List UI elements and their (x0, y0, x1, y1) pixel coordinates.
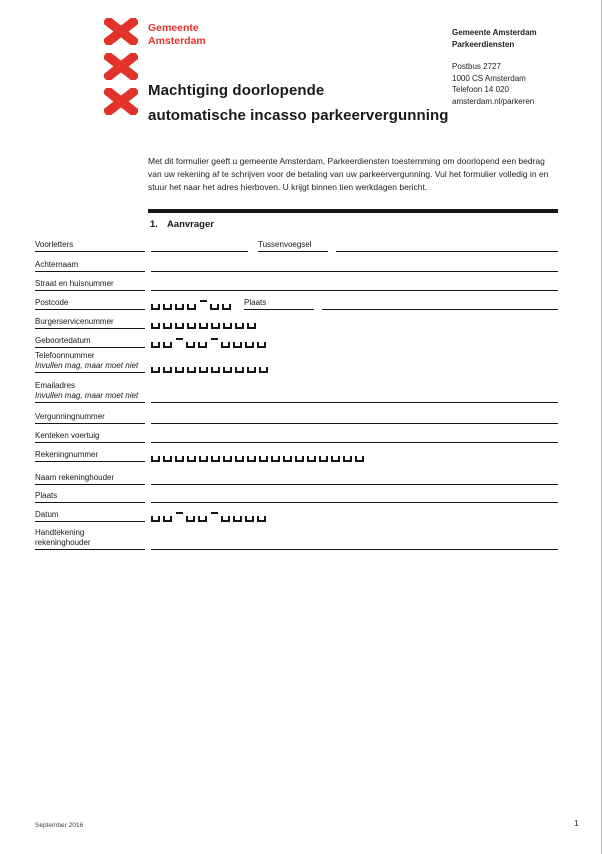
character-box[interactable] (211, 456, 220, 462)
input-line[interactable] (151, 442, 558, 443)
field-input-area (151, 456, 558, 462)
form-row (35, 252, 558, 272)
character-boxes[interactable] (151, 456, 367, 462)
field-label (35, 491, 145, 504)
field-mid-label: Plaats (244, 298, 314, 311)
dash-separator (176, 512, 183, 522)
dash-separator (200, 300, 207, 310)
form-row (35, 485, 558, 503)
field-label (35, 431, 145, 444)
character-box[interactable] (199, 323, 208, 329)
page-edge-line (601, 0, 602, 854)
field-label-text: Rekeningnummer (35, 449, 99, 459)
character-box[interactable] (257, 342, 266, 348)
form-row (35, 462, 558, 485)
field-label-text: Kenteken voertuig (35, 430, 100, 440)
field-input-area (151, 290, 558, 291)
footer-date: September 2016 (35, 822, 84, 829)
field-input-area (151, 442, 558, 443)
character-box[interactable] (151, 342, 160, 348)
character-boxes[interactable] (151, 300, 234, 310)
character-box[interactable] (343, 456, 352, 462)
character-box[interactable] (187, 304, 196, 310)
character-box[interactable] (283, 456, 292, 462)
character-box[interactable] (175, 323, 184, 329)
field-label (35, 473, 145, 486)
field-label-text: Geboortedatum (35, 335, 91, 345)
field-label-text: Vergunningnummer (35, 411, 105, 421)
character-box[interactable] (211, 367, 220, 373)
input-line[interactable] (322, 309, 558, 310)
form-row (35, 272, 558, 291)
character-box[interactable] (245, 342, 254, 348)
character-boxes[interactable] (151, 512, 269, 522)
character-box[interactable] (198, 516, 207, 522)
field-label (35, 510, 145, 523)
field-input-area (151, 402, 558, 403)
character-box[interactable] (187, 323, 196, 329)
field-label (35, 450, 145, 463)
character-box[interactable] (186, 516, 195, 522)
character-box[interactable] (163, 304, 172, 310)
field-label (35, 412, 145, 425)
input-line[interactable] (151, 549, 558, 550)
field-label (35, 317, 145, 330)
character-box[interactable] (222, 304, 231, 310)
field-label-text: Postcode (35, 297, 69, 307)
character-box[interactable] (175, 304, 184, 310)
character-box[interactable] (247, 456, 256, 462)
address-postbox: Postbus 2727 (452, 62, 501, 71)
address-org-name: Gemeente Amsterdam (452, 28, 537, 37)
form-row (35, 443, 558, 462)
character-box[interactable] (187, 456, 196, 462)
field-label-text: Datum (35, 509, 59, 519)
section-title-text: Aanvrager (166, 219, 214, 230)
amsterdam-cross-icon (104, 88, 138, 115)
character-box[interactable] (295, 456, 304, 462)
character-box[interactable] (233, 516, 242, 522)
character-box[interactable] (307, 456, 316, 462)
character-box[interactable] (163, 516, 172, 522)
character-box[interactable] (151, 516, 160, 522)
character-box[interactable] (245, 516, 254, 522)
form-row (35, 424, 558, 443)
field-label-text: Straat en huisnummer (35, 278, 114, 288)
field-input-area (151, 338, 558, 348)
field-sublabel-text: Invullen mag, maar moet niet (35, 360, 139, 370)
character-box[interactable] (175, 367, 184, 373)
character-box[interactable] (163, 456, 172, 462)
input-line[interactable] (151, 271, 558, 272)
input-line[interactable] (151, 423, 558, 424)
character-boxes[interactable] (151, 367, 271, 373)
field-label (35, 351, 145, 373)
field-label (35, 298, 145, 311)
field-sublabel-text: rekeninghouder (35, 537, 91, 547)
dash-separator (211, 512, 218, 522)
document-title-line2: automatische incasso parkeervergunning (148, 107, 449, 124)
field-label-text: Naam rekeninghouder (35, 472, 115, 482)
field-label (35, 279, 145, 292)
logo-wordmark-line1: Gemeente (148, 22, 199, 34)
section-title (150, 219, 214, 230)
intro-paragraph: Met dit formulier geeft u gemeente Amsterdam, Parkeerdiensten toestemming om doorlopend een bedrag van uw rekening af te schrijven voor de betaling van uw parkeervergunning. Vul het formulier volledig in en stuur het naar het adres hierboven. U krijgt binnen tien werkdagen bericht. (148, 156, 549, 192)
form-row (35, 522, 558, 550)
character-box[interactable] (233, 342, 242, 348)
character-box[interactable] (186, 342, 195, 348)
form-row (35, 403, 558, 424)
character-box[interactable] (355, 456, 364, 462)
address-website: amsterdam.nl/parkeren (452, 96, 535, 106)
input-line[interactable] (336, 251, 558, 252)
form-row (35, 503, 558, 522)
form-row (35, 329, 558, 348)
form-row (35, 373, 558, 403)
field-input-area (151, 549, 558, 550)
field-input-area (151, 367, 558, 373)
character-box[interactable] (235, 456, 244, 462)
form-row (35, 291, 558, 310)
character-box[interactable] (247, 323, 256, 329)
input-line[interactable] (151, 484, 558, 485)
character-box[interactable] (211, 323, 220, 329)
form-rows (35, 240, 558, 550)
field-label-text: Emailadres (35, 381, 76, 390)
character-box[interactable] (331, 456, 340, 462)
section-divider-bar (148, 209, 558, 213)
character-box[interactable] (319, 456, 328, 462)
input-line[interactable] (151, 290, 558, 291)
character-box[interactable] (163, 342, 172, 348)
field-label (35, 240, 145, 253)
character-box[interactable] (210, 304, 219, 310)
character-box[interactable] (175, 456, 184, 462)
character-box[interactable] (247, 367, 256, 373)
section-number: 1. (150, 219, 158, 230)
field-input-area (151, 502, 558, 503)
field-sublabel-text: Invullen mag, maar moet niet (35, 390, 139, 400)
field-label (35, 260, 145, 273)
field-label-text: Plaats (35, 490, 58, 500)
logo-wordmark (148, 22, 206, 48)
logo-wordmark-line2: Amsterdam (148, 35, 206, 48)
character-box[interactable] (198, 342, 207, 348)
dash-separator (176, 338, 183, 348)
field-input-area (151, 240, 558, 253)
field-input-area (151, 323, 558, 329)
character-boxes[interactable] (151, 323, 259, 329)
document-title-line1: Machtiging doorlopende (148, 82, 325, 99)
input-line[interactable] (151, 402, 558, 403)
character-box[interactable] (199, 367, 208, 373)
page-number: 1 (574, 818, 579, 828)
character-box[interactable] (223, 367, 232, 373)
field-label (35, 528, 145, 550)
form-row (35, 310, 558, 329)
character-box[interactable] (223, 323, 232, 329)
character-box[interactable] (151, 367, 160, 373)
amsterdam-cross-icon (104, 53, 138, 80)
field-label (35, 336, 145, 349)
character-boxes[interactable] (151, 338, 269, 348)
address-org-dept: Parkeerdiensten (452, 39, 515, 49)
character-box[interactable] (187, 367, 196, 373)
field-label-text: Burgerservicenummer (35, 316, 114, 326)
form-row (35, 348, 558, 373)
character-box[interactable] (235, 323, 244, 329)
field-mid-label: Tussenvoegsel (258, 240, 328, 253)
character-box[interactable] (199, 456, 208, 462)
field-input-area (151, 484, 558, 485)
amsterdam-cross-icon (104, 18, 138, 45)
dash-separator (211, 338, 218, 348)
character-box[interactable] (221, 516, 230, 522)
address-block (452, 27, 537, 107)
character-box[interactable] (271, 456, 280, 462)
character-box[interactable] (151, 323, 160, 329)
character-box[interactable] (235, 367, 244, 373)
amsterdam-logo (104, 18, 138, 123)
address-spacer (452, 50, 537, 61)
character-box[interactable] (259, 367, 268, 373)
field-input-area (151, 298, 558, 311)
field-label-text: Achternaam (35, 259, 79, 269)
field-input-area (151, 423, 558, 424)
input-line[interactable] (151, 251, 248, 252)
input-line[interactable] (151, 502, 558, 503)
address-phone: Telefoon 14 020 (452, 85, 509, 94)
form-row (35, 240, 558, 252)
character-box[interactable] (151, 304, 160, 310)
field-label (35, 381, 145, 403)
character-box[interactable] (151, 456, 160, 462)
character-box[interactable] (259, 456, 268, 462)
address-city: 1000 CS Amsterdam (452, 73, 526, 83)
field-label-text: Handtekening (35, 528, 85, 537)
field-input-area (151, 271, 558, 272)
field-input-area (151, 512, 558, 522)
character-box[interactable] (221, 342, 230, 348)
document-title (148, 78, 449, 128)
character-box[interactable] (163, 367, 172, 373)
field-label-text: Telefoonnummer (35, 351, 95, 360)
character-box[interactable] (257, 516, 266, 522)
character-box[interactable] (223, 456, 232, 462)
field-label-text: Voorletters (35, 239, 74, 249)
character-box[interactable] (163, 323, 172, 329)
